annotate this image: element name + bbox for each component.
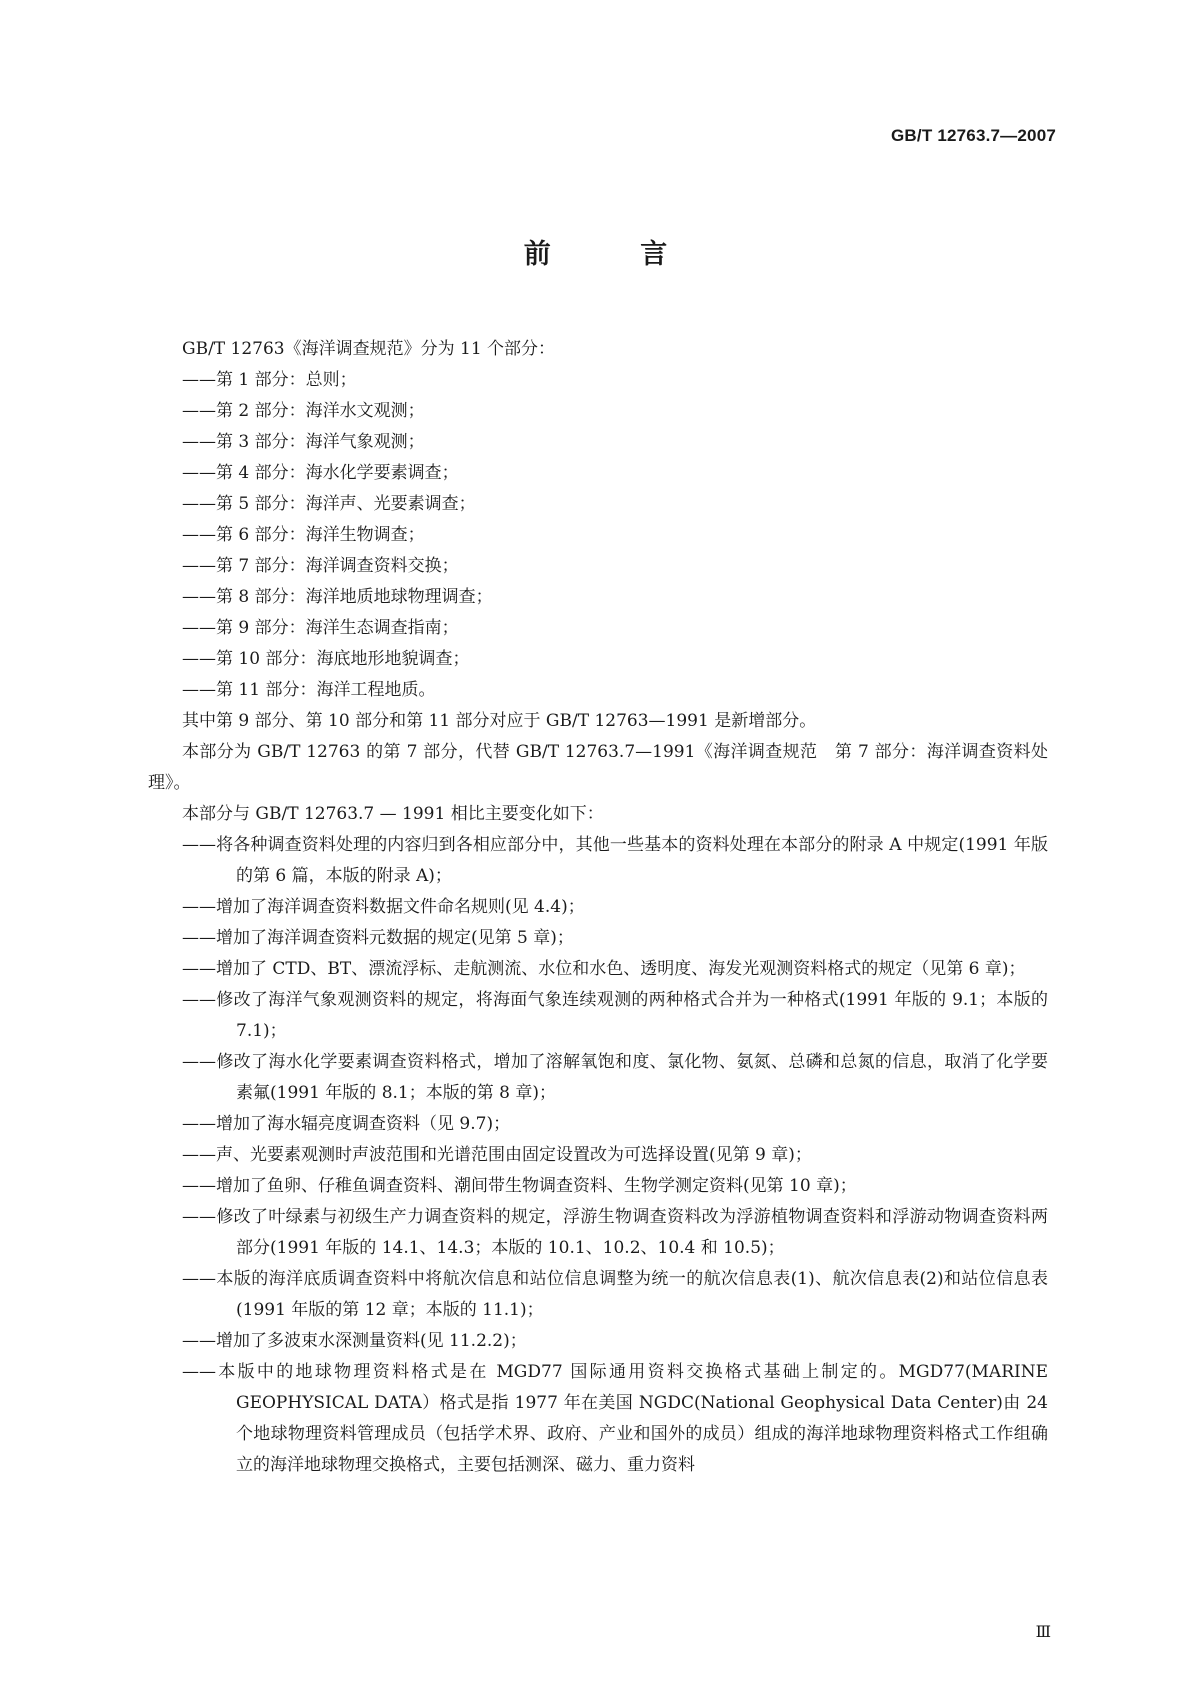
part-item: ——第 10 部分：海底地形地貌调查； [182,649,470,669]
change-item: ——增加了多波束水深测量资料(见 11.2.2)； [182,1331,527,1351]
changes-intro-paragraph: 本部分与 GB/T 12763.7 — 1991 相比主要变化如下： [182,804,604,824]
change-item: ——增加了 CTD、BT、漂流浮标、走航测流、水位和水色、透明度、海发光观测资料格式的规定（见第 6 章)； [182,959,1026,979]
part-item: ——第 9 部分：海洋生态调查指南； [182,618,459,638]
change-item: ——修改了海水化学要素调查资料格式，增加了溶解氧饱和度、氯化物、氨氮、总磷和总氮的信息，取消了化学要素氟(1991 年版的 8.1；本版的第 8 章)； [182,1052,1048,1103]
replacement-paragraph: 本部分为 GB/T 12763 的第 7 部分，代替 GB/T 12763.7—1991《海洋调查规范 第 7 部分：海洋调查资料处理》。 [148,742,1048,793]
change-item: ——本版的海洋底质调查资料中将航次信息和站位信息调整为统一的航次信息表(1)、航次信息表(2)和站位信息表(1991 年版的第 12 章；本版的 11.1)； [182,1269,1048,1320]
part-item: ——第 6 部分：海洋生物调查； [182,525,425,545]
part-item: ——第 7 部分：海洋调查资料交换； [182,556,459,576]
part-item: ——第 5 部分：海洋声、光要素调查； [182,494,476,514]
page-title: 前 言 [523,239,708,270]
foreword-body [148,334,1048,1481]
part-item: ——第 8 部分：海洋地质地球物理调查； [182,587,493,607]
intro-paragraph: GB/T 12763《海洋调查规范》分为 11 个部分： [182,339,556,359]
change-item: ——增加了海洋调查资料数据文件命名规则(见 4.4)； [182,897,585,917]
change-item: ——声、光要素观测时声波范围和光谱范围由固定设置改为可选择设置(见第 9 章)； [182,1145,812,1165]
change-item: ——修改了叶绿素与初级生产力调查资料的规定，浮游生物调查资料改为浮游植物调查资料和浮游动物调查资料两部分(1991 年版的 14.1、14.3；本版的 10.1、10.2、10.4 和 10.5)； [182,1207,1048,1258]
change-item: ——增加了海水辐亮度调查资料（见 9.7)； [182,1114,511,1134]
part-item: ——第 3 部分：海洋气象观测； [182,432,425,452]
part-item: ——第 11 部分：海洋工程地质。 [182,680,436,700]
page-number: Ⅲ [1035,1622,1051,1641]
change-item: ——修改了海洋气象观测资料的规定，将海面气象连续观测的两种格式合并为一种格式(1991 年版的 9.1；本版的 7.1)； [182,990,1048,1041]
change-item: ——增加了鱼卵、仔稚鱼调查资料、潮间带生物调查资料、生物学测定资料(见第 10 章)； [182,1176,857,1196]
new-parts-paragraph: 其中第 9 部分、第 10 部分和第 11 部分对应于 GB/T 12763—1991 是新增部分。 [182,711,817,731]
standard-number: GB/T 12763.7—2007 [891,126,1056,145]
change-item: ——增加了海洋调查资料元数据的规定(见第 5 章)； [182,928,574,948]
part-item: ——第 2 部分：海洋水文观测； [182,401,425,421]
change-item: ——将各种调查资料处理的内容归到各相应部分中，其他一些基本的资料处理在本部分的附录 A 中规定(1991 年版的第 6 篇，本版的附录 A)； [182,835,1048,886]
change-item: ——本版中的地球物理资料格式是在 MGD77 国际通用资料交换格式基础上制定的。MGD77(MARINE GEOPHYSICAL DATA）格式是指 1977 年在美国 NGDC(National Geophysical Data Center)由 24 个地球物理资料管理成员（包括学术界、政府、产业和国外的成员）组成的海洋地球物理资料格式工作组确立的海洋地球物理交换格式，主要包括测深、磁力、重力资料 [182,1362,1048,1475]
part-item: ——第 4 部分：海水化学要素调查； [182,463,459,483]
part-item: ——第 1 部分：总则； [182,370,357,390]
